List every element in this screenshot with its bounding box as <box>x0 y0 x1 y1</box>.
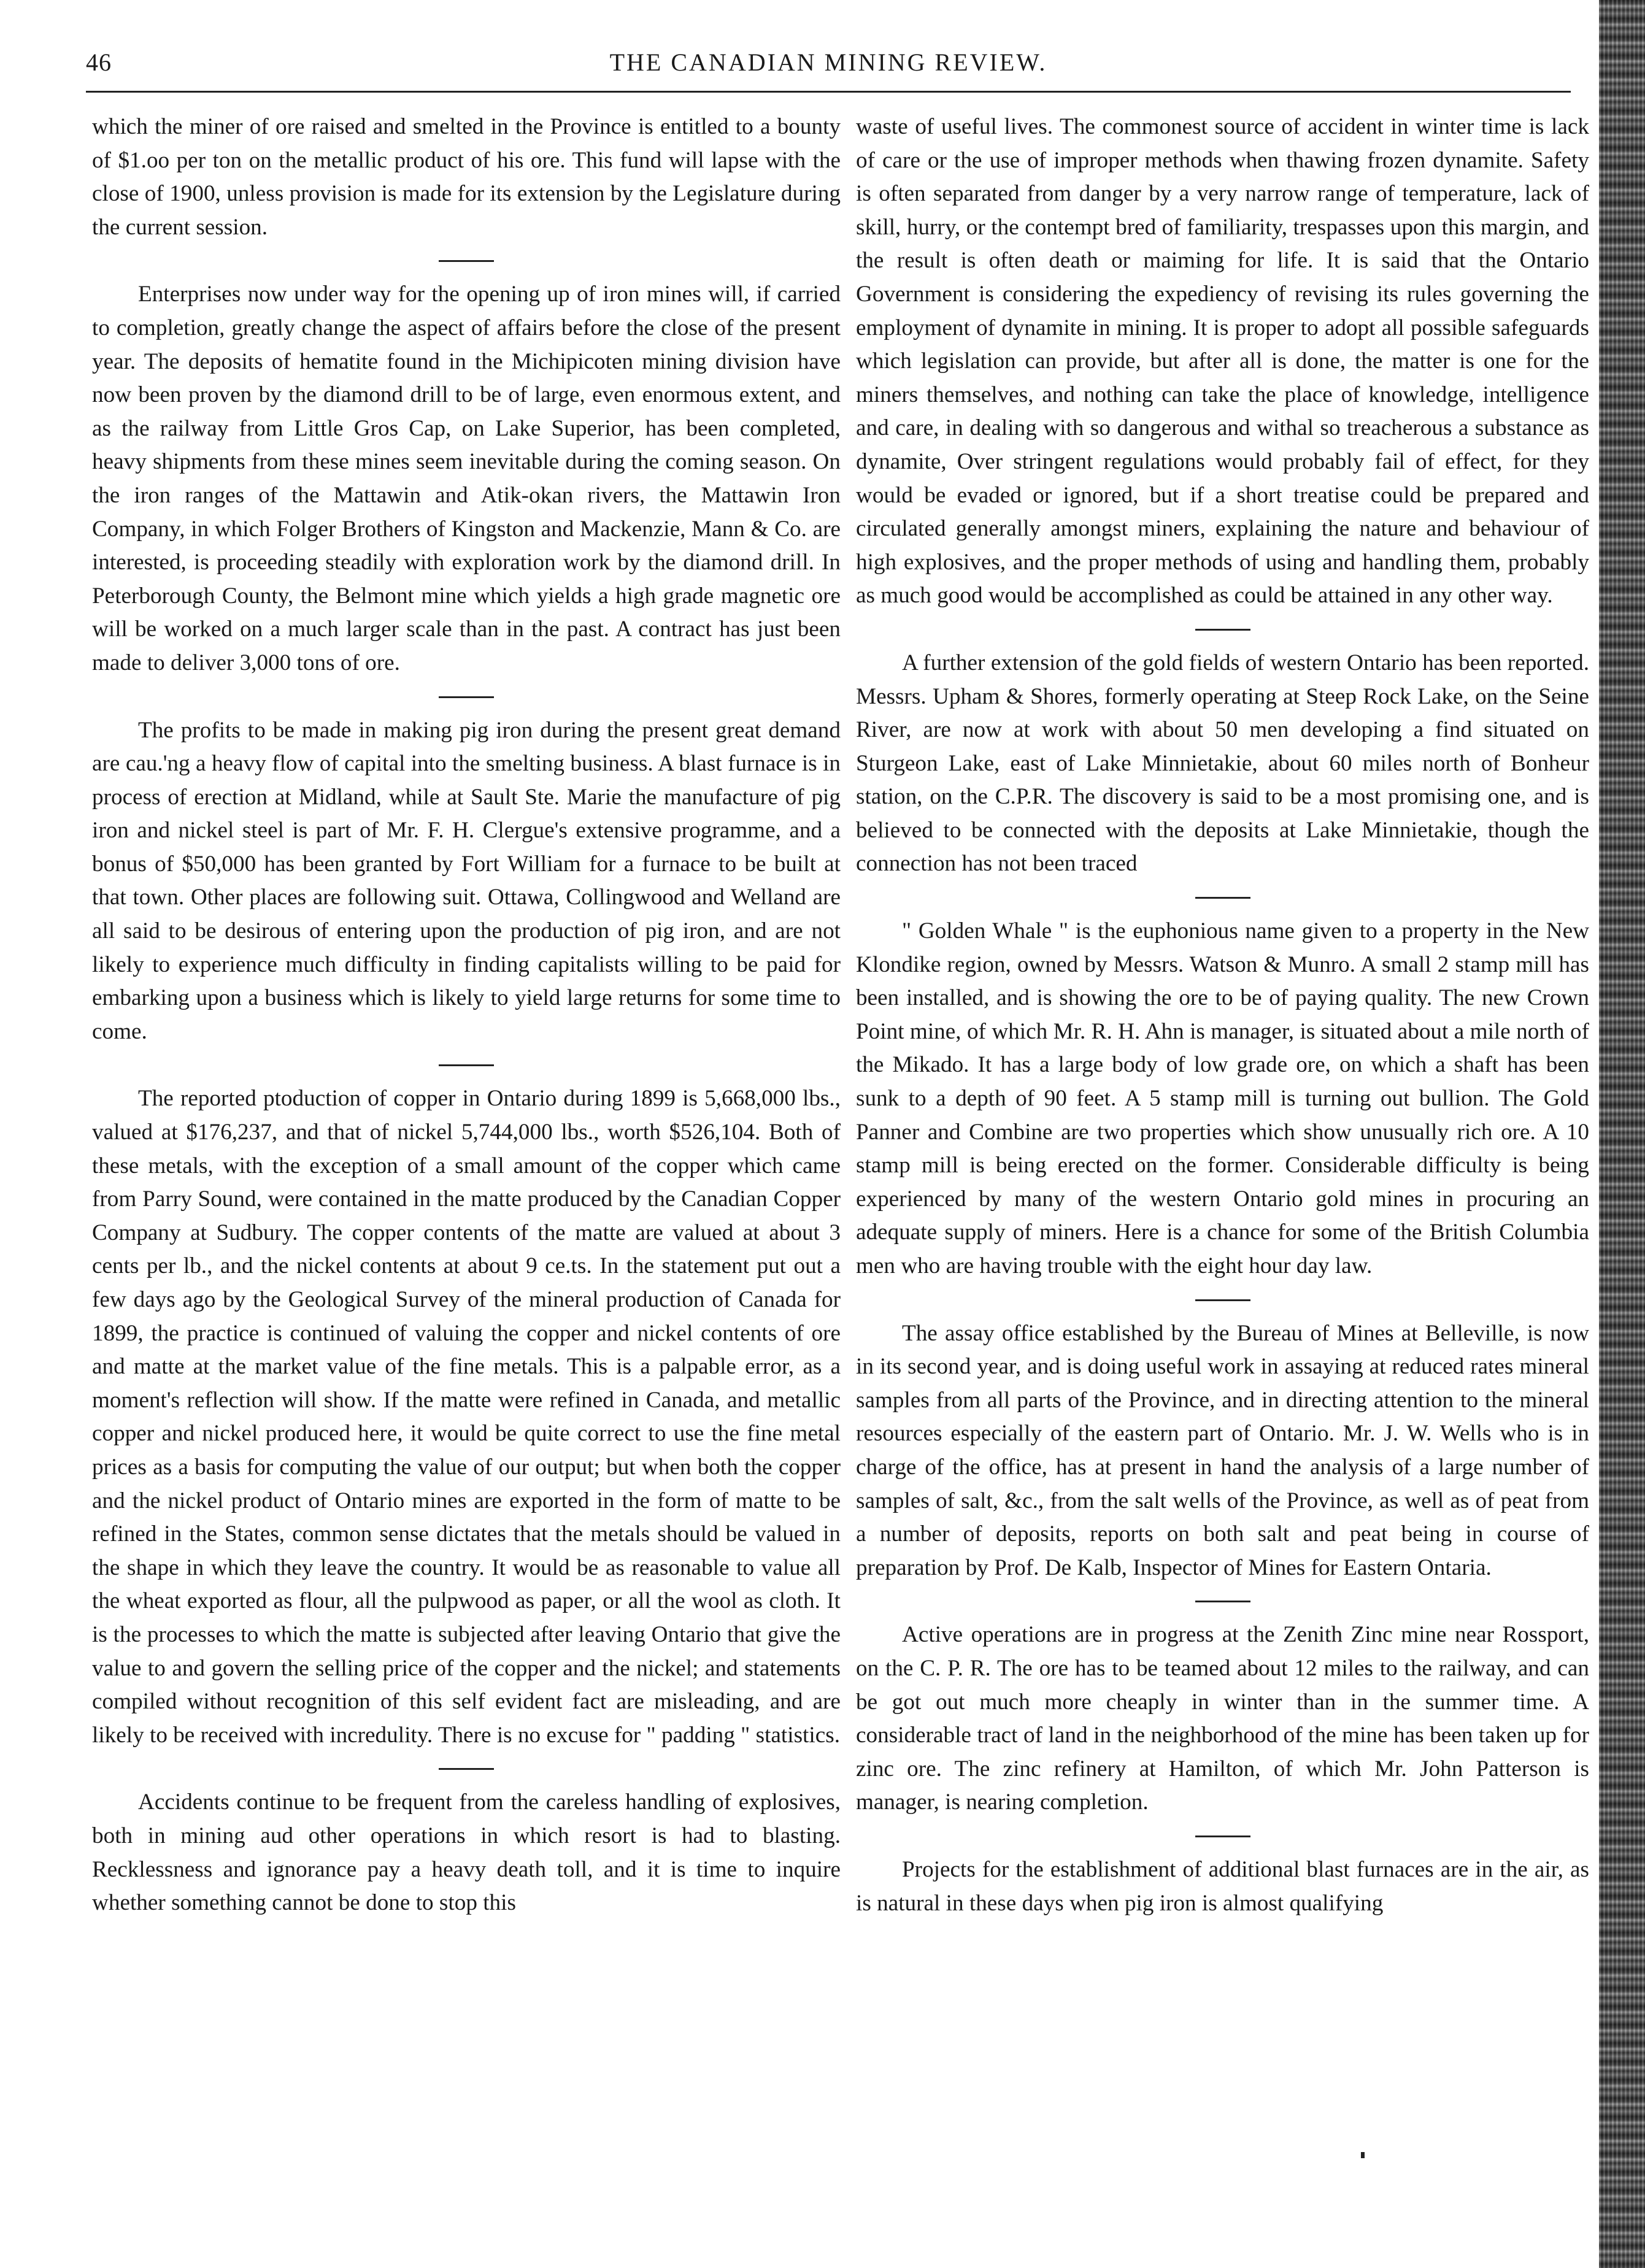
paragraph-bounty-continued: which the miner of ore raised and smelted in the Province is entitled to a bounty of $1.oo per ton on the metallic product of his ore. This fund will lapse with the close of 1900, unless provision is made for its extension by the Legislature during the current session. <box>92 114 841 240</box>
header-rule <box>86 91 1571 93</box>
paragraph-accidents: Accidents continue to be frequent from the careless handling of explosives, both in mining aud other operations in which resort is had to blasting. Recklessness and ignorance pay a heavy death toll, and it is time to inquire whether something cannot be done to stop this <box>92 1789 841 1916</box>
page-number: 46 <box>86 48 112 76</box>
journal-title: THE CANADIAN MINING REVIEW. <box>609 48 1047 76</box>
left-column <box>92 110 841 1920</box>
paragraph-gold-fields: A further extension of the gold fields of western Ontario has been reported. Messrs. Upham & Shores, formerly operating at Steep Rock Lake, on the Seine River, are now at work with about 50 men developing a find situated on Sturgeon Lake, east of Lake Minnietakie, about 60 miles north of Bonheur station, on the C.P.R. The discovery is said to be a most promising one, and is believed to be connected with the deposits at Lake Minnietakie, though the connection has not been traced <box>856 650 1589 877</box>
paragraph-copper-nickel: The reported ptoduction of copper in Ontario during 1899 is 5,668,000 lbs., valued at $176,237, and that of nickel 5,744,000 lbs., worth $526,104. Both of these metals, with the exception of a small amount of the copper which came from Parry Sound, were contained in the matte produced by the Canadian Copper Company at Sudbury. The copper contents of the matte are valued at about 3 cents per lb., and the nickel contents at about 9 ce.ts. In the statement put out a few days ago by the Geological Survey of the mineral production of Canada for 1899, the practice is continued of valuing the copper and nickel contents of ore and matte at the market value of the fine metals. This is a palpable error, as a moment's reflection will show. If the matte were refined in Canada, and metallic copper and nickel produced here, it would be quite correct to use the fine metal prices as a basis for computing the value of our output; but when both the copper and the nickel product of Ontario mines are exported in the form of matte to be refined in the States, common sense dictates that the metals should be valued in the shape in which they leave the country. It would be as reasonable to value all the wheat exported as flour, all the pulpwood as paper, or all the wool as cloth. It is the processes to which the matte is subjected after leaving Ontario that give the value to and govern the selling price of the copper and the nickel; and statements compiled without recognition of this self evident fact are misleading, and are likely to be received with incredulity. There is no excuse for " padding " statistics. <box>92 1086 841 1748</box>
section-separator <box>439 1064 494 1066</box>
scanned-page-edge <box>1599 0 1645 2268</box>
section-separator <box>439 260 494 262</box>
ink-speck <box>1361 2152 1365 2158</box>
section-separator <box>1195 897 1250 899</box>
paragraph-zenith-zinc: Active operations are in progress at the Zenith Zinc mine near Rossport, on the C. P. R. The ore has to be teamed about 12 miles to the railway, and can be got out much more cheaply in winter than in the summer time. A considerable tract of land in the neighborhood of the mine has been taken up for zinc ore. The zinc refinery at Hamilton, of which Mr. John Patterson is manager, is nearing completion. <box>856 1622 1589 1815</box>
right-column <box>856 110 1589 1920</box>
section-separator <box>439 1768 494 1770</box>
paragraph-assay-office: The assay office established by the Bureau of Mines at Belleville, is now in its second year, and is doing useful work in assaying at reduced rates mineral samples from all parts of the Province, and in directing attention to the mineral resources especially of the eastern part of Ontario. Mr. J. W. Wells who is in charge of the office, has at present in hand the analysis of a large number of samples of salt, &c., from the salt wells of the Province, as well as of peat from a number of deposits, reports on both salt and peat being in course of preparation by Prof. De Kalb, Inspector of Mines for Eastern Ontaria. <box>856 1320 1589 1580</box>
section-separator <box>439 696 494 698</box>
page-header <box>86 48 1571 97</box>
paragraph-golden-whale: " Golden Whale " is the euphonious name given to a property in the New Klondike region, owned by Messrs. Watson & Munro. A small 2 stamp mill has been installed, and is showing the ore to be of paying quality. The new Crown Point mine, of which Mr. R. H. Ahn is manager, is situated about a mile north of the Mikado. It has a large body of low grade ore, on which a shaft has been sunk to a depth of 90 feet. A 5 stamp mill is turning out bullion. The Gold Panner and Combine are two properties which show unusually rich ore. A 10 stamp mill is being erected on the former. Considerable difficulty is being experienced by many of the western Ontario gold mines in procuring an adequate supply of miners. Here is a chance for some of the British Columbia men who are having trouble with the eight hour day law. <box>856 918 1589 1278</box>
section-separator <box>1195 1601 1250 1602</box>
paragraph-explosives-continued: waste of useful lives. The commonest source of accident in winter time is lack of care or the use of improper methods when thawing frozen dynamite. Safety is often separated from danger by a very narrow range of temperature, lack of skill, hurry, or the contempt bred of familiarity, trespasses upon this margin, and the result is often death or maiming for life. It is said that the Ontario Government is considering the expediency of revising its rules governing the employment of dynamite in mining. It is proper to adopt all possible safeguards which legislation can provide, but after all is done, the matter is one for the miners themselves, and nothing can take the place of knowledge, intelligence and care, in dealing with so dangerous and withal so treacherous a substance as dynamite, Over stringent regulations would probably fail of effect, for they would be evaded or ignored, but if a short treatise could be prepared and circulated generally amongst miners, explaining the nature and behaviour of high explosives, and the proper methods of using and handling them, probably as much good would be accomplished as could be attained in any other way. <box>856 114 1589 609</box>
paragraph-blast-furnaces: Projects for the establishment of additional blast furnaces are in the air, as is natural in these days when pig iron is almost qualifying <box>856 1856 1589 1916</box>
paragraph-iron-mines: Enterprises now under way for the opening up of iron mines will, if carried to completion, greatly change the aspect of affairs before the close of the present year. The deposits of hematite found in the Michipicoten mining division have now been proven by the diamond drill to be of large, even enormous extent, and as the railway from Little Gros Cap, on Lake Superior, has been completed, heavy shipments from these mines seem inevitable during the coming season. On the iron ranges of the Mattawin and Atik-okan rivers, the Mattawin Iron Company, in which Folger Brothers of Kingston and Mackenzie, Mann & Co. are interested, is proceeding steadily with exploration work by the diamond drill. In Peterborough County, the Belmont mine which yields a high grade magnetic ore will be worked on a much larger scale than in the past. A contract has just been made to deliver 3,000 tons of ore. <box>92 282 841 675</box>
section-separator <box>1195 1836 1250 1837</box>
section-separator <box>1195 1299 1250 1301</box>
section-separator <box>1195 629 1250 631</box>
paragraph-pig-iron: The profits to be made in making pig iron during the present great demand are cau.'ng a heavy flow of capital into the smelting business. A blast furnace is in process of erection at Midland, while at Sault Ste. Marie the manufacture of pig iron and nickel steel is part of Mr. F. H. Clergue's extensive programme, and a bonus of $50,000 has been granted by Fort William for a furnace to be built at that town. Other places are following suit. Ottawa, Collingwood and Welland are all said to be desirous of entering upon the production of pig iron, and are not likely to experience much difficulty in finding capitalists willing to be paid for embarking upon a business which is likely to yield large returns for some time to come. <box>92 717 841 1044</box>
